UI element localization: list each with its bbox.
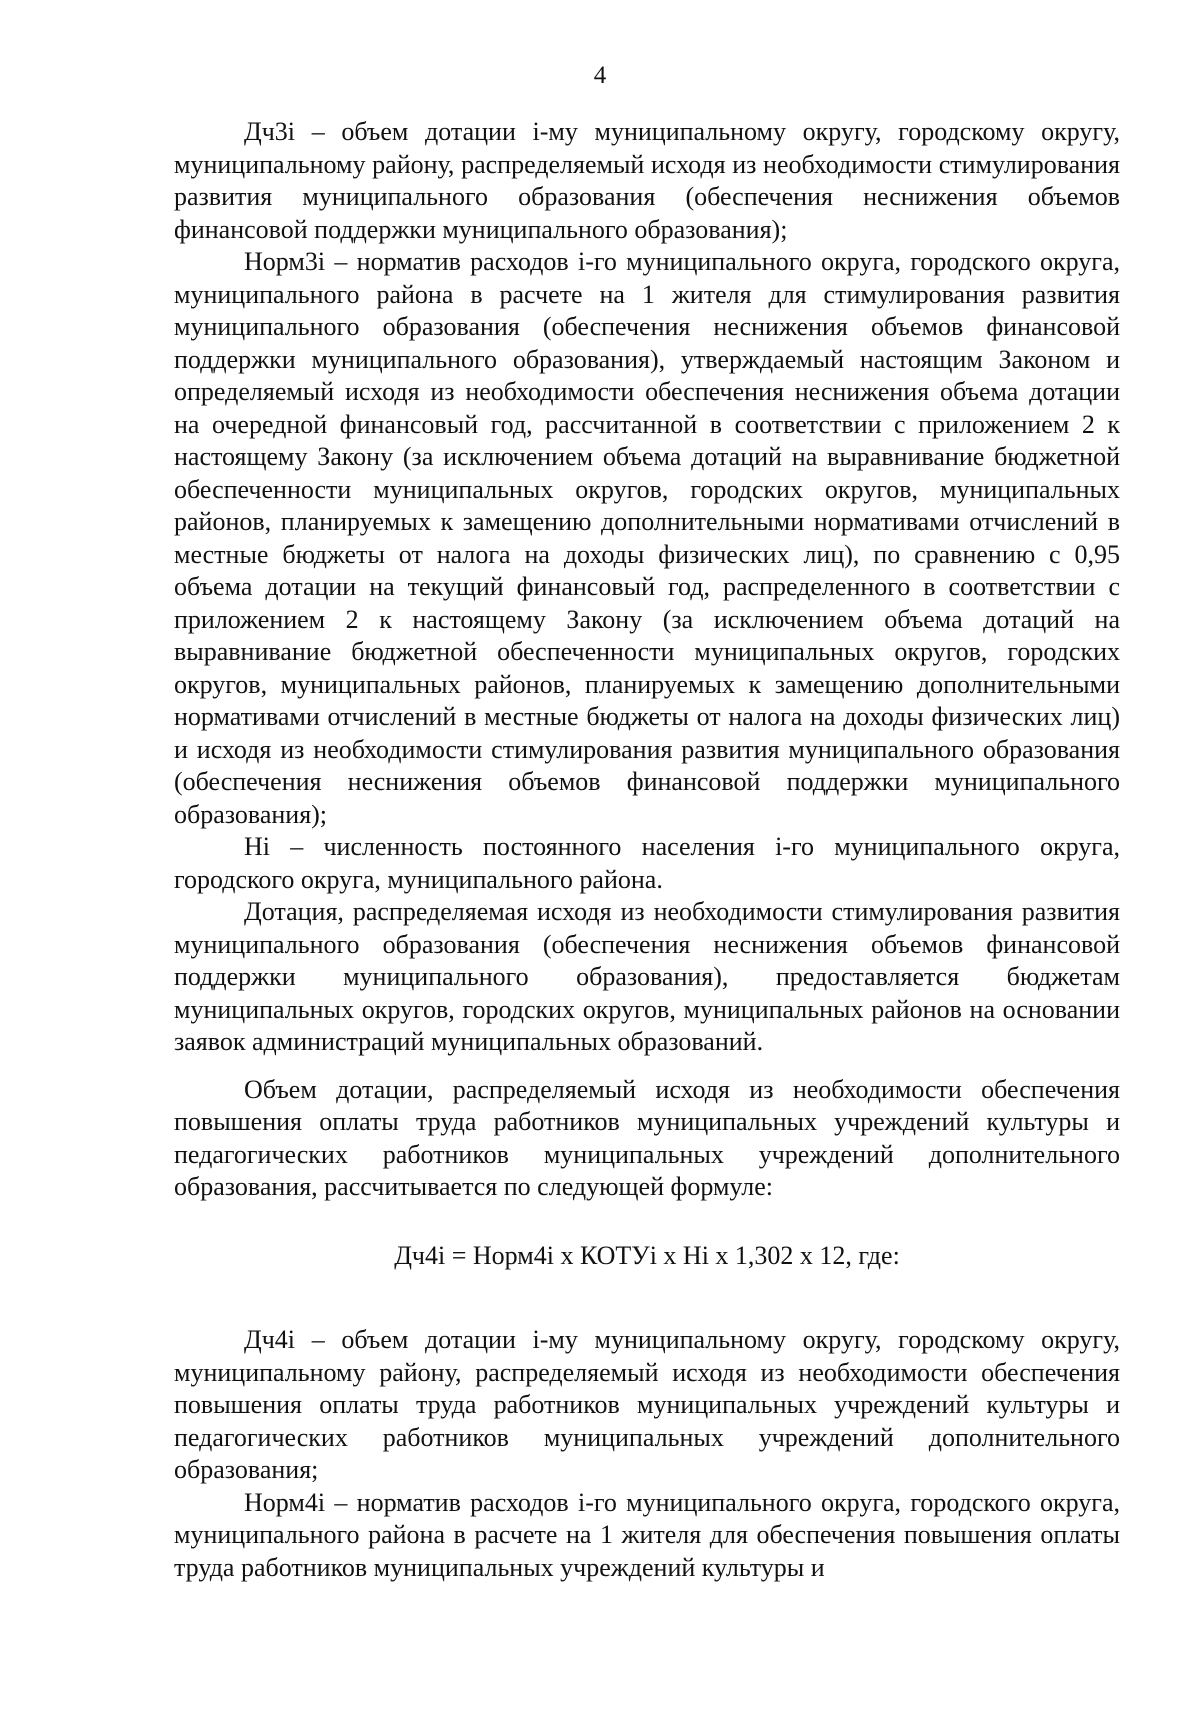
page-number: 4 <box>593 62 607 89</box>
paragraph-norm4i-definition: Норм4i – норматив расходов i-го муниципального округа, городского округа, муниципального района в расчете на 1 жителя для обеспечения повышения оплаты труда работников муниципальных учреждений культуры и <box>174 1487 1120 1582</box>
paragraph-dch3i-definition: Дч3i – объем дотации i-му муниципальному округу, городскому округу, муниципальному району, распределяемый исходя из необходимости стимулирования развития муниципального образования (обеспечения неснижения объемов финансовой поддержки муниципального образования); <box>174 117 1120 244</box>
document-body <box>174 116 1120 1584</box>
paragraph-norm3i-definition: Норм3i – норматив расходов i-го муниципального округа, городского округа, муниципального района в расчете на 1 жителя для стимулирования развития муниципального образования (обеспечения неснижения объемов финансовой поддержки муниципального образования), утверждаемый настоящим Законом и определяемый исходя из необходимости обеспечения неснижения объема дотации на очередной финансовый год, рассчитанной в соответствии с приложением 2 к настоящему Закону (за исключением объема дотаций на выравнивание бюджетной обеспеченности муниципальных округов, городских округов, муниципальных районов, планируемых к замещению дополнительными нормативами отчислений в местные бюджеты от налога на доходы физических лиц), по сравнению с 0,95 объема дотации на текущий финансовый год, распределенного в соответствии с приложением 2 к настоящему Закону (за исключением объема дотаций на выравнивание бюджетной обеспеченности муниципальных округов, городских округов, муниципальных районов, планируемых к замещению дополнительными нормативами отчислений в местные бюджеты от налога на доходы физических лиц) и исходя из необходимости стимулирования развития муниципального образования (обеспечения неснижения объемов финансовой поддержки муниципального образования); <box>174 247 1120 829</box>
paragraph-grant-provision: Дотация, распределяемая исходя из необходимости стимулирования развития муниципального образования (обеспечения неснижения объемов финансовой поддержки муниципального образования), предоставляется бюджетам муниципальных округов, городских округов, муниципальных районов на основании заявок администраций муниципальных образований. <box>174 897 1120 1056</box>
formula-dch4i: Дч4i = Норм4i х КОТУi х Нi х 1,302 х 12, где: <box>394 1240 900 1270</box>
paragraph-ni-definition: Нi – численность постоянного населения i-го муниципального округа, городского округа, муниципального района. <box>174 832 1120 894</box>
paragraph-formula-intro: Объем дотации, распределяемый исходя из необходимости обеспечения повышения оплаты труда работников муниципальных учреждений культуры и педагогических работников муниципальных учреждений дополнительного образования, рассчитывается по следующей формуле: <box>174 1074 1120 1201</box>
paragraph-dch4i-definition: Дч4i – объем дотации i-му муниципальному округу, городскому округу, муниципальному району, распределяемый исходя из необходимости обеспечения повышения оплаты труда работников муниципальных учреждений культуры и педагогических работников муниципальных учреждений дополнительного образования; <box>174 1325 1120 1484</box>
